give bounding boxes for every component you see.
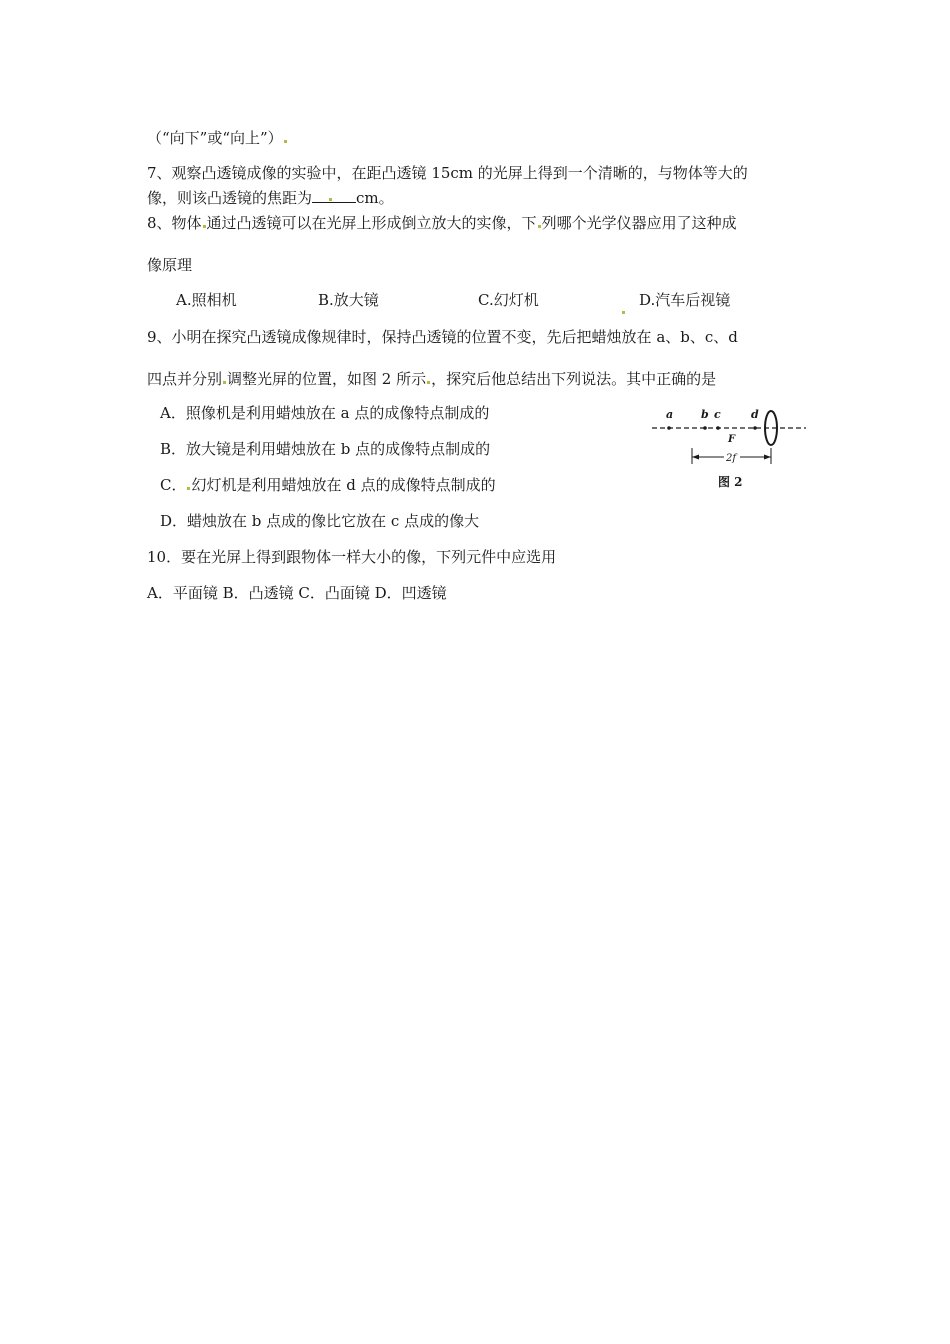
label-b: b <box>701 408 709 421</box>
q8-text-c: 列哪个光学仪器应用了这种成 <box>541 214 737 232</box>
q8-options <box>0 290 950 310</box>
point-b <box>703 426 707 430</box>
marker-dot <box>538 225 541 228</box>
point-c <box>716 426 720 430</box>
marker-dot <box>223 381 226 384</box>
label-a: a <box>666 408 674 421</box>
q7-line1: 7、观察凸透镜成像的实验中，在距凸透镜 15cm 的光屏上得到一个清晰的，与物体等大的 <box>147 164 748 182</box>
label-c: c <box>714 408 721 421</box>
q10-options[interactable]: A．平面镜 B．凸透镜 C．凸面镜 D．凹透镜 <box>147 584 447 602</box>
q8-option-d[interactable]: D.汽车后视镜 <box>639 291 731 309</box>
q7-answer-blank[interactable] <box>312 188 356 203</box>
q8-option-a[interactable]: A.照相机 <box>176 291 237 309</box>
label-d: d <box>751 408 759 421</box>
lens-diagram <box>650 402 808 494</box>
q8-text-b: 通过凸透镜可以在光屏上形成倒立放大的实像，下 <box>206 214 537 232</box>
q8-option-c[interactable]: C.幻灯机 <box>478 291 539 309</box>
q9-text-a: 四点并分别 <box>147 370 223 388</box>
q9-line1: 9、小明在探究凸透镜成像规律时，保持凸透镜的位置不变，先后把蜡烛放在 a、b、c、d <box>147 328 738 346</box>
q9-option-c-letter: C． <box>160 476 187 494</box>
q7-unit: cm。 <box>356 189 394 207</box>
figure-caption: 图 2 <box>718 475 743 489</box>
q9-text-c: ，探究后他总结出下列说法。其中正确的是 <box>431 370 717 388</box>
q9-line2 <box>147 369 716 389</box>
q10-line1: 10．要在光屏上得到跟物体一样大小的像，下列元件中应选用 <box>147 548 557 566</box>
marker-dot <box>329 198 332 201</box>
distance-label: 2f <box>726 453 737 464</box>
q9-text-b: 调整光屏的位置，如图 2 所示 <box>227 370 427 388</box>
q7-text: 像，则该凸透镜的焦距为 <box>147 189 313 207</box>
marker-dot <box>621 299 626 319</box>
q9-option-d[interactable]: D．蜡烛放在 b 点成的像比它放在 c 点成的像大 <box>160 512 480 530</box>
q9-option-b[interactable]: B．放大镜是利用蜡烛放在 b 点的成像特点制成的 <box>160 440 491 458</box>
q8-line2: 像原理 <box>147 256 193 274</box>
arrow-left <box>692 455 699 460</box>
q8-text-a: 8、物体 <box>147 214 202 232</box>
marker-dot <box>427 381 430 384</box>
q6-tail <box>147 128 288 148</box>
q9-option-c-text: 幻灯机是利用蜡烛放在 d 点的成像特点制成的 <box>191 476 496 494</box>
q8-option-b[interactable]: B.放大镜 <box>318 291 379 309</box>
marker-dot <box>203 225 206 228</box>
focus-label: F <box>728 434 736 445</box>
point-d <box>753 426 757 430</box>
arrow-right <box>764 455 771 460</box>
q6-tail-text: （“向下”或“向上”） <box>147 129 283 147</box>
q9-option-a[interactable]: A．照像机是利用蜡烛放在 a 点的成像特点制成的 <box>160 404 490 422</box>
q9-option-c[interactable] <box>160 475 496 495</box>
q8-line1 <box>147 213 737 233</box>
q7-line2 <box>147 188 394 208</box>
marker-dot <box>284 140 287 143</box>
point-a <box>667 426 671 430</box>
